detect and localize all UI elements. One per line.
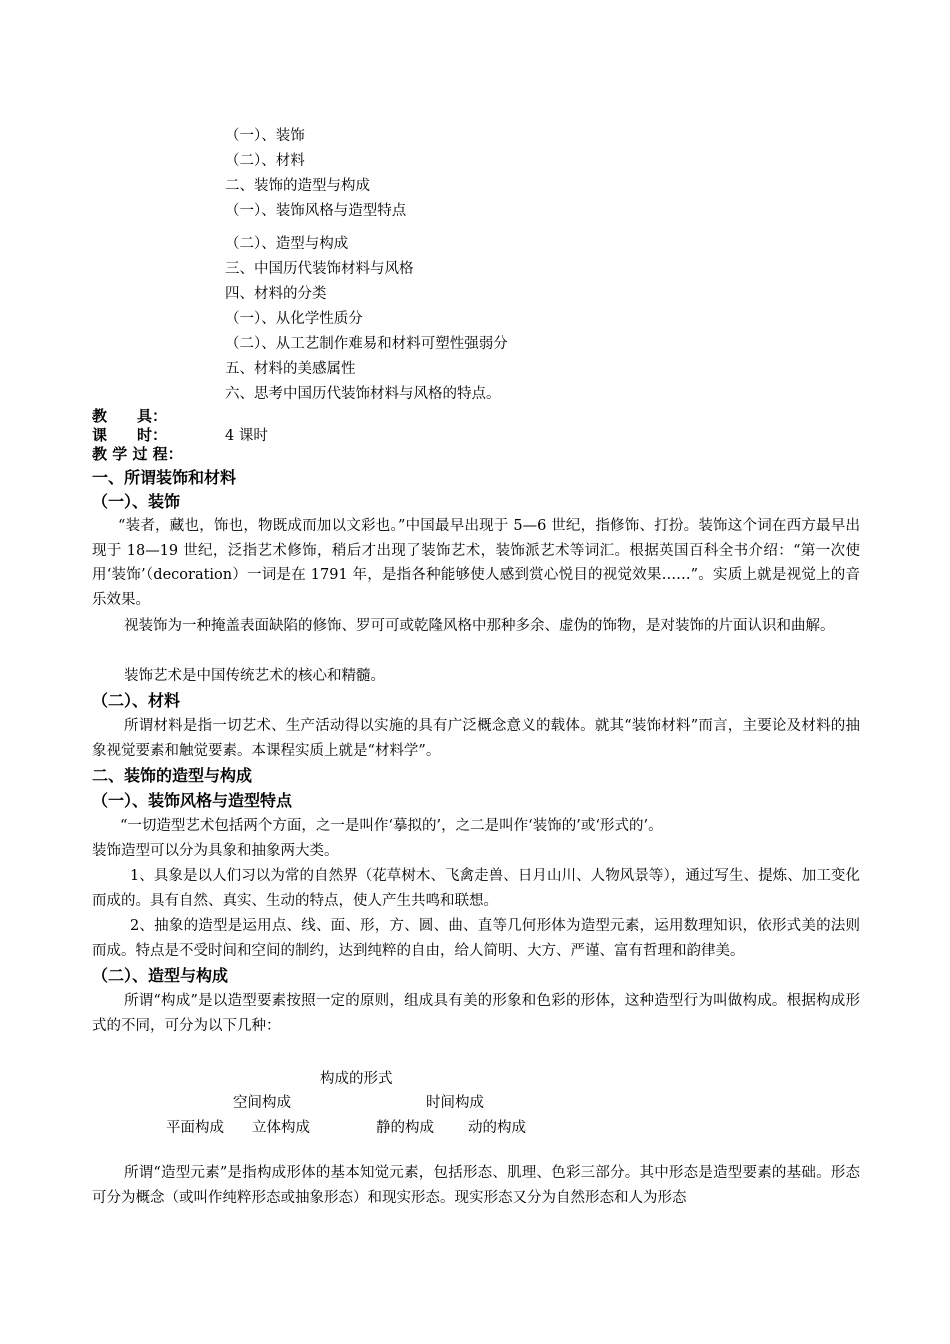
subsection-heading: （二）、造型与构成 xyxy=(92,966,229,985)
outline-item: （一）、装饰风格与造型特点 xyxy=(225,203,407,219)
section-heading: 一、所谓装饰和材料 xyxy=(92,468,237,487)
paragraph: 装饰艺术是中国传统艺术的核心和精髓。 xyxy=(124,668,385,684)
diagram-space-label: 空间构成 xyxy=(233,1095,291,1111)
subsection-heading: （一）、装饰 xyxy=(92,492,181,511)
paragraph: 所谓材料是指一切艺术、生产活动得以实施的具有广泛概念意义的载体。就其“装饰材料”而言，主要论及材料的抽象视觉要素和触觉要素。本课程实质上就是“材料学”。 xyxy=(92,718,860,759)
paragraph: 视装饰为一种掩盖表面缺陷的修饰、罗可可或乾隆风格中那种多余、虚伪的饰物，是对装饰的片面认识和曲解。 xyxy=(124,618,835,634)
diagram-root-label: 构成的形式 xyxy=(320,1071,393,1087)
outline-item: 四、材料的分类 xyxy=(225,286,327,302)
diagram-solid-label: 立体构成 xyxy=(252,1120,310,1136)
hours-label: 课 时： xyxy=(92,426,168,444)
diagram-dynamic-label: 动的构成 xyxy=(468,1120,526,1136)
paragraph: 所谓“构成”是以造型要素按照一定的原则，组成具有美的形象和色彩的形体，这种造型行为叫做构成。根据构成形式的不同，可分为以下几种： xyxy=(92,993,860,1034)
outline-item: 五、材料的美感属性 xyxy=(225,361,356,377)
outline-item: （二）、造型与构成 xyxy=(225,236,349,252)
outline-item: 六、思考中国历代装饰材料与风格的特点。 xyxy=(225,386,501,402)
diagram-flat-label: 平面构成 xyxy=(166,1120,224,1136)
outline-item: （二）、从工艺制作难易和材料可塑性强弱分 xyxy=(225,336,508,352)
subsection-heading: （一）、装饰风格与造型特点 xyxy=(92,791,293,810)
tools-label: 教 具： xyxy=(92,407,168,425)
outline-item: 三、中国历代装饰材料与风格 xyxy=(225,261,414,277)
process-label: 教 学 过 程： xyxy=(92,445,183,463)
outline-item: （一）、装饰 xyxy=(225,128,305,144)
paragraph: “一切造型艺术包括两个方面，之一是叫作‘摹拟的’，之二是叫作‘装饰的’或‘形式的’。 xyxy=(120,818,663,834)
paragraph: 装饰造型可以分为具象和抽象两大类。 xyxy=(92,843,339,859)
paragraph: “装者，藏也，饰也，物既成而加以文彩也。”中国最早出现于 5—6 世纪，指修饰、打扮。装饰这个词在西方最早出现于 18—19 世纪，泛指艺术修饰，稍后才出现了装饰艺术，装饰派艺术等词汇。根据英国百科全书介绍：“第一次使用‘装饰’（decoration）一词是在 1791 年，是指各种能够使人感到赏心悦目的视觉效果……”。实质上就是视觉上的音乐效果。 xyxy=(92,518,860,608)
outline-item: 二、装饰的造型与构成 xyxy=(225,178,370,194)
diagram-time-label: 时间构成 xyxy=(426,1095,484,1111)
paragraph: 1、具象是以人们习以为常的自然界（花草树木、飞禽走兽、日月山川、人物风景等），通过写生、提炼、加工变化而成的。具有自然、真实、生动的特点，使人产生共鸣和联想。 xyxy=(92,868,860,909)
outline-item: （一）、从化学性质分 xyxy=(225,311,363,327)
paragraph: 所谓“造型元素”是指构成形体的基本知觉元素，包括形态、肌理、色彩三部分。其中形态是造型要素的基础。形态可分为概念（或叫作纯粹形态或抽象形态）和现实形态。现实形态又分为自然形态和人为形态 xyxy=(92,1165,860,1206)
paragraph: 2、抽象的造型是运用点、线、面、形，方、圆、曲、直等几何形体为造型元素，运用数理知识，依形式美的法则而成。特点是不受时间和空间的制约，达到纯粹的自由，给人简明、大方、严谨、富有哲理和韵律美。 xyxy=(92,918,860,959)
section-heading: 二、装饰的造型与构成 xyxy=(92,766,253,785)
outline-item: （二）、材料 xyxy=(225,153,305,169)
subsection-heading: （二）、材料 xyxy=(92,691,181,710)
hours-value: 4 课时 xyxy=(225,428,268,444)
diagram-static-label: 静的构成 xyxy=(376,1120,434,1136)
